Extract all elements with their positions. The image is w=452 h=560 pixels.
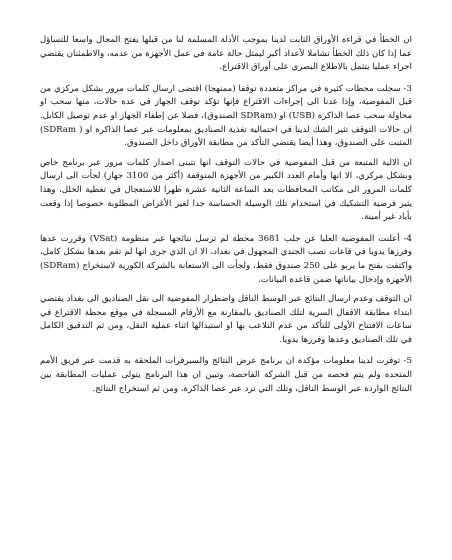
paragraph-1 (40, 34, 412, 75)
paragraph-2 (40, 83, 412, 151)
paragraph-number: 5- (400, 356, 412, 367)
paragraph-3 (40, 157, 412, 225)
paragraph-text: ان الخطأ في قراءة الأوراق الثابت لدينا بموجب الأدلة المسلمة لنا من قبلها يفتح المجال واسعا للتساؤل عما إذا كان ذلك الخطأ تشاملا لأعداد أكبر ليمثل حالة عامة في عمل الأجهزة من عدمه، والاطمئنان يقتضي اجراء عمليا يتثمل بالاطلاع البصري على أوراق الاقتراع. (40, 35, 412, 73)
paragraph-text: أعلنت المفوضية العليا عن جلب 3681 محطة لم ترسل نتائجها عبر منظومة (VSat) وقررت عدها وفرزها يدويا في قاعات نصب الجندي المجهول في بغداد، الا ان الذي جرى انها لم تقم بعدها بشكل كامل، واكتفت بفتح ما يربو على 250 صندوق فقط، ولجأت الى الاستعانة بالشركة الكورية لاستخراج (SDRam) الأجهزة وإدخال بياناتها ضمن قاعدة البيانات. (40, 233, 412, 285)
paragraph-6 (40, 355, 412, 396)
paragraph-number: 3- (400, 83, 412, 94)
paragraph-text: ان التوقف وعدم ارسال النتائج عبر الوسط الناقل واضطرار المفوضية الى نقل الصناديق الى بغداد يقتضي ابتداء مطابقة الاقفال السرية لتلك الصناديق بالمقارنة مع الأرقام المسجلة في موقع محطة الاقتراع في ساعات الافتتاح الأولى للتأكد من عدم التلاعب بها او استبدالها اثناء عملية النقل، ومن ثم التدقيق الكامل في تلك الصناديق وعدها وفرزها يدويا. (40, 294, 412, 345)
paragraph-number: 4- (399, 233, 412, 244)
paragraph-text: توفرت لدينا معلومات مؤكدة ان برنامج عرض النتائج والسيرفرات الملحقة به قدمت عبر فريق الأمم المتحدة ولم يتم فحصه من قبل الشركة الفاحصة، وتبين ان هذا البرنامج يتولى عمليات المطابقة بين النتائج الواردة عبر الوسط الناقل، وتلك التي ترد عبر عصا الذاكرة، ومن ثم استخراج النتائج. (40, 356, 412, 394)
paragraph-text: ان الالية المتبعة من قبل المفوضية في حالات التوقف انها تتبنى اصدار كلمات مرور عبر برنامج خاص وبشكل مركزي، الا انها وأمام العدد الكبير من الأجهزة المتوقفة (أكثر من 3100 جهاز) لجأت الى ارسال كلمات المرور الى مكاتب المحافظات بعد الساعة الثانية عشرة ظهرا للاستعجال في تغطية الخلل، وهذا يثير فرضية التشكيك في استخدام تلك الوسيلة الحساسة جدا لغير الأغراض المطلوبة خصوصا إذا وقعت بأياد غير أمينة. (40, 157, 412, 223)
paragraph-text: سجلت محطات كثيرة في مراكز متعددة توقفا (ممنهجا) اقتضى ارسال كلمات مرور بشكل مركزي من قبل المفوضية، وإذا عدنا الى إجراءات الاقتراع فإنها تؤكد توقف الجهاز في عدة حالات، منها سحب او محاولة سحب عصا الذاكرة (USB) او (SDRam الصندوق)، فضلا عن إطفاء الجهاز او عدم توصيل الكابل. ان حالات التوقف تثير الشك لدينا في احتمالية تغذية الصناديق بمعلومات عبر عصا الذاكرة او ( SDRam) المثبت على الصندوق، وهذا أيضا يقتضي التأكد من مطابقة الأوراق داخل الصندوق. (40, 83, 412, 149)
paragraph-4 (40, 233, 412, 287)
paragraph-5 (40, 293, 412, 347)
